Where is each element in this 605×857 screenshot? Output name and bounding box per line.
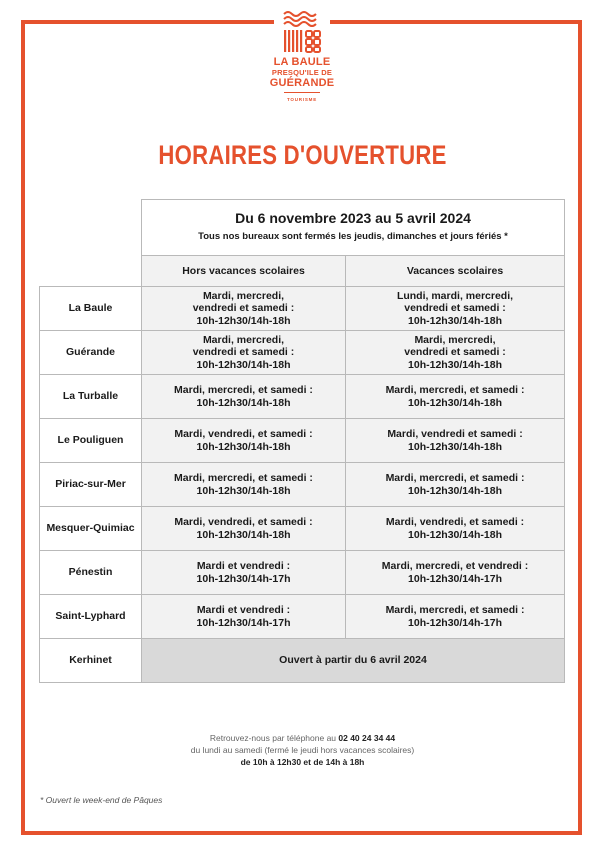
hours-line: 10h-12h30/14h-18h — [196, 528, 291, 541]
table-row — [40, 551, 565, 595]
logo — [269, 8, 335, 120]
hours-line: Mardi et vendredi : — [196, 604, 291, 616]
hours-line: vendredi et samedi : — [404, 346, 506, 359]
hours-line: 10h-12h30/14h-18h — [408, 440, 502, 453]
office-name-la-baule: La Baule — [40, 287, 142, 331]
logo-line-1: LA BAULE — [273, 56, 331, 68]
logo-emblem-icon — [280, 8, 324, 56]
hours-line: 10h-12h30/14h-18h — [408, 396, 502, 409]
hours-line: 10h-12h30/14h-18h — [196, 484, 291, 497]
off-season-hours-penestin — [142, 551, 346, 595]
table-row — [40, 463, 565, 507]
hours-line: 10h-12h30/14h-18h — [196, 396, 291, 409]
hours-line: Mardi, mercredi, et vendredi : — [381, 560, 529, 572]
hours-line: 10h-12h30/14h-18h — [408, 358, 502, 371]
table-row — [40, 375, 565, 419]
hours-line: Mardi, vendredi, et samedi : — [174, 428, 313, 440]
logo-tagline: TOURISME — [286, 97, 318, 102]
off-season-hours-piriac-sur-mer — [142, 463, 346, 507]
hours-line: Mardi, vendredi et samedi : — [387, 428, 523, 440]
off-season-hours-le-pouliguen — [142, 419, 346, 463]
hours-line: Mardi, mercredi, et samedi : — [174, 472, 313, 484]
table-row — [40, 507, 565, 551]
period-dates: Du 6 novembre 2023 au 5 avril 2024 — [235, 210, 471, 226]
office-name-guerande: Guérande — [40, 331, 142, 375]
table-row — [40, 331, 565, 375]
office-name-penestin: Pénestin — [40, 551, 142, 595]
page-title: HORAIRES D'OUVERTURE — [158, 140, 447, 170]
logo-divider — [284, 92, 320, 93]
holiday-hours-mesquer-quimiac — [346, 507, 565, 551]
holiday-hours-la-turballe — [346, 375, 565, 419]
holiday-hours-la-baule — [346, 287, 565, 331]
holiday-hours-penestin — [346, 551, 565, 595]
hours-line: 10h-12h30/14h-18h — [408, 314, 502, 327]
holiday-hours-guerande — [346, 331, 565, 375]
hours-line: Mardi, mercredi, et samedi : — [174, 384, 313, 396]
hours-line: 10h-12h30/14h-18h — [408, 528, 502, 541]
logo-wordmark — [270, 56, 335, 89]
hours-line: vendredi et samedi : — [404, 302, 506, 315]
phone-line — [0, 732, 605, 744]
column-header-holidays: Vacances scolaires — [346, 256, 565, 287]
off-season-hours-la-baule — [142, 287, 346, 331]
hours-line: vendredi et samedi : — [192, 346, 295, 359]
hours-line: Mardi, mercredi, — [202, 289, 285, 302]
off-season-hours-guerande — [142, 331, 346, 375]
hours-line: 10h-12h30/14h-18h — [196, 440, 291, 453]
hours-line: 10h-12h30/14h-18h — [196, 314, 291, 327]
hours-line: Mardi, mercredi, et samedi : — [385, 472, 525, 484]
office-name-mesquer-quimiac: Mesquer-Quimiac — [40, 507, 142, 551]
kerhinet-status: Ouvert à partir du 6 avril 2024 — [142, 639, 565, 683]
office-name-la-turballe: La Turballe — [40, 375, 142, 419]
off-season-hours-mesquer-quimiac — [142, 507, 346, 551]
hours-line: 10h-12h30/14h-18h — [408, 484, 502, 497]
hours-line: 10h-12h30/14h-18h — [196, 358, 291, 371]
column-header-off-season: Hors vacances scolaires — [142, 256, 346, 287]
closure-note: Tous nos bureaux sont fermés les jeudis, dimanches et jours fériés * — [198, 230, 508, 242]
off-season-hours-la-turballe — [142, 375, 346, 419]
logo-line-2: PRESQU'ILE DE — [271, 68, 333, 77]
holiday-hours-piriac-sur-mer — [346, 463, 565, 507]
hours-line: Lundi, mardi, mercredi, — [396, 289, 514, 302]
hours-line: Mardi, mercredi, et samedi : — [385, 384, 525, 396]
contact-footer — [0, 732, 605, 768]
hours-line: vendredi et samedi : — [192, 302, 295, 315]
table-row — [40, 287, 565, 331]
hours-line: 10h-12h30/14h-17h — [196, 616, 291, 629]
hours-line: 10h-12h30/14h-17h — [408, 616, 502, 629]
hours-line: 10h-12h30/14h-17h — [196, 572, 291, 585]
period-header — [142, 200, 565, 256]
holiday-hours-saint-lyphard — [346, 595, 565, 639]
office-name-piriac-sur-mer: Piriac-sur-Mer — [40, 463, 142, 507]
hours-line: Mardi, mercredi, et samedi : — [385, 604, 525, 616]
phone-number: 02 40 24 34 44 — [338, 733, 396, 743]
contact-hours: de 10h à 12h30 et de 14h à 18h — [240, 757, 365, 767]
hours-line: Mardi, mercredi, — [202, 333, 285, 346]
office-name-kerhinet: Kerhinet — [40, 639, 142, 683]
table-row — [40, 419, 565, 463]
logo-line-3: GUÉRANDE — [269, 77, 335, 89]
table-corner — [40, 200, 142, 287]
off-season-hours-saint-lyphard — [142, 595, 346, 639]
office-name-saint-lyphard: Saint-Lyphard — [40, 595, 142, 639]
schedule-table — [39, 199, 565, 683]
phone-prefix: Retrouvez-nous par téléphone au — [209, 733, 339, 743]
holiday-hours-le-pouliguen — [346, 419, 565, 463]
hours-line: Mardi et vendredi : — [196, 560, 291, 572]
hours-line: 10h-12h30/14h-17h — [408, 572, 502, 585]
office-name-le-pouliguen: Le Pouliguen — [40, 419, 142, 463]
contact-days: du lundi au samedi (fermé le jeudi hors vacances scolaires) — [190, 745, 415, 755]
hours-line: Mardi, mercredi, — [414, 333, 496, 346]
hours-line: Mardi, vendredi, et samedi : — [174, 516, 313, 528]
footnote: * Ouvert le week-end de Pâques — [40, 795, 163, 805]
hours-line: Mardi, vendredi, et samedi : — [385, 516, 525, 528]
table-row — [40, 595, 565, 639]
